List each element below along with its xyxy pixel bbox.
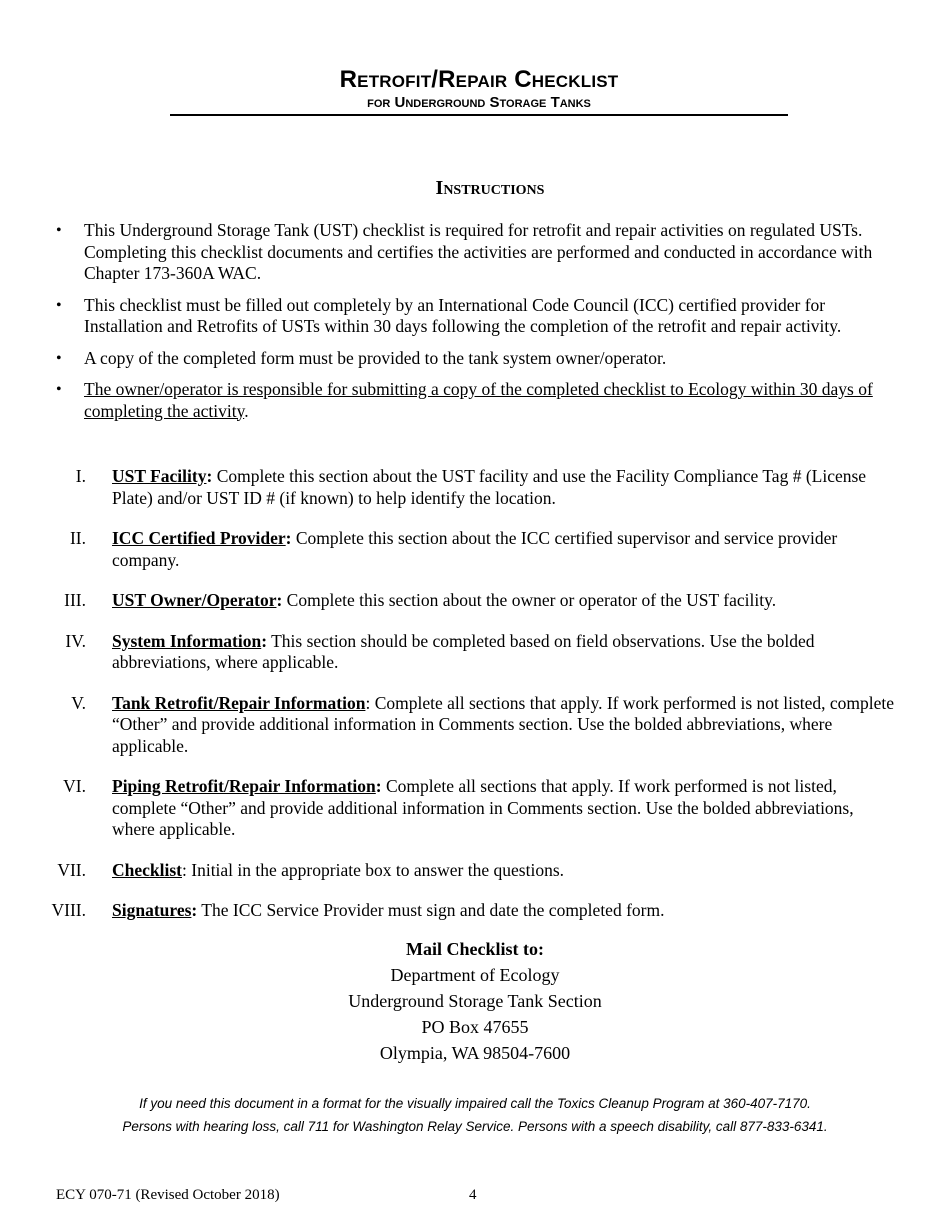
- bullet-icon: •: [56, 349, 62, 367]
- section-separator: :: [206, 466, 213, 486]
- footer-page-number: 4: [469, 1187, 477, 1203]
- instructions-list: [56, 220, 896, 432]
- section-item-icc-provider: [40, 528, 900, 571]
- list-item: [56, 379, 896, 422]
- mail-line: Underground Storage Tank Section: [348, 991, 602, 1011]
- section-number: VIII.: [51, 900, 86, 920]
- section-separator: :: [285, 528, 292, 548]
- section-text: The ICC Service Provider must sign and date the completed form.: [197, 900, 665, 920]
- accessibility-notice: [0, 1092, 950, 1138]
- section-label: ICC Certified Provider: [112, 528, 286, 548]
- bullet-text: A copy of the completed form must be provided to the tank system owner/operator.: [84, 347, 667, 368]
- bullet-text: This Underground Storage Tank (UST) checklist is required for retrofit and repair activities on regulated USTs. Completing this checklist documents and certifies the activities are performed and conducted in accordance with Chapter 173-360A WAC.: [84, 220, 873, 283]
- section-text: Complete this section about the ICC certified supervisor and service provider company.: [112, 528, 838, 570]
- list-item: [56, 295, 896, 338]
- section-separator: :: [182, 859, 187, 880]
- bullet-icon: •: [56, 222, 62, 239]
- section-separator: :: [276, 590, 283, 610]
- footer-form-id: ECY 070-71 (Revised October 2018): [56, 1187, 280, 1203]
- section-text: Complete this section about the owner or operator of the UST facility.: [282, 590, 777, 610]
- section-item-system-information: [40, 631, 900, 674]
- section-item-signatures: [40, 900, 900, 922]
- section-label: UST Owner/Operator: [112, 590, 277, 610]
- instructions-heading: Instructions: [435, 177, 545, 199]
- accessibility-line: Persons with hearing loss, call 711 for Washington Relay Service. Persons with a speech disability, call 877-833-6341.: [122, 1119, 828, 1134]
- mail-line: PO Box 47655: [421, 1017, 529, 1037]
- section-item-checklist: [40, 860, 900, 882]
- section-item-owner-operator: [40, 590, 900, 612]
- section-number: VI.: [63, 776, 86, 796]
- section-label: Signatures: [112, 900, 192, 920]
- bullet-text: This checklist must be filled out completely by an International Code Council (ICC) certified provider for Installation and Retrofits of USTs within 30 days following the completion of the retrofit and repair activity.: [84, 294, 842, 336]
- section-separator: :: [261, 630, 268, 651]
- section-item-piping-retrofit: [40, 776, 900, 841]
- list-item: [56, 348, 896, 370]
- document-title: Retrofit/Repair Checklist: [339, 66, 619, 93]
- section-number: VII.: [57, 859, 86, 880]
- bullet-icon: •: [56, 296, 62, 314]
- section-separator: :: [375, 776, 382, 796]
- section-separator: :: [365, 692, 371, 713]
- section-text: Initial in the appropriate box to answer the questions.: [186, 859, 565, 880]
- accessibility-line: If you need this document in a format for the visually impaired call the Toxics Cleanup Program at 360-407-7170.: [139, 1096, 811, 1111]
- section-item-tank-retrofit: [40, 693, 900, 758]
- list-item: [56, 220, 896, 285]
- bullet-icon: •: [56, 381, 62, 398]
- section-text: Complete all sections that apply. If work performed is not listed, complete “Other” and provide additional information in Comments section. Use the bolded abbreviations, where applicable.: [112, 776, 854, 839]
- section-list: [40, 466, 900, 941]
- section-number: II.: [69, 528, 86, 548]
- section-number: I.: [75, 466, 86, 486]
- section-number: IV.: [65, 630, 86, 651]
- section-item-ust-facility: [40, 466, 900, 509]
- section-number: V.: [71, 692, 86, 713]
- section-label: Checklist: [112, 859, 182, 880]
- document-subtitle: for Underground Storage Tanks: [367, 94, 591, 111]
- section-label: System Information: [112, 630, 262, 651]
- mail-line: Olympia, WA 98504-7600: [379, 1043, 571, 1063]
- mail-title: Mail Checklist to:: [406, 939, 544, 959]
- section-text: Complete all sections that apply. If work performed is not listed, complete “Other” and provide additional information in Comments section. Use the bolded abbreviations, where applicable.: [112, 692, 895, 756]
- section-label: UST Facility: [112, 466, 207, 486]
- section-separator: :: [191, 900, 198, 920]
- bullet-text-underlined: The owner/operator is responsible for submitting a copy of the completed checklist to Ecology within 30 days of completing the activity: [84, 379, 873, 421]
- section-number: III.: [64, 590, 86, 610]
- bullet-text-end: .: [244, 400, 249, 421]
- mailing-address-block: [0, 936, 950, 1066]
- section-text: Complete this section about the UST facility and use the Facility Compliance Tag # (License Plate) and/or UST ID # (if known) to help identify the location.: [112, 466, 867, 508]
- mail-line: Department of Ecology: [390, 965, 560, 985]
- section-label: Piping Retrofit/Repair Information: [112, 776, 376, 796]
- section-label: Tank Retrofit/Repair Information: [112, 692, 366, 713]
- section-text: This section should be completed based on field observations. Use the bolded abbreviations, where applicable.: [112, 630, 815, 672]
- document-header: [170, 66, 788, 116]
